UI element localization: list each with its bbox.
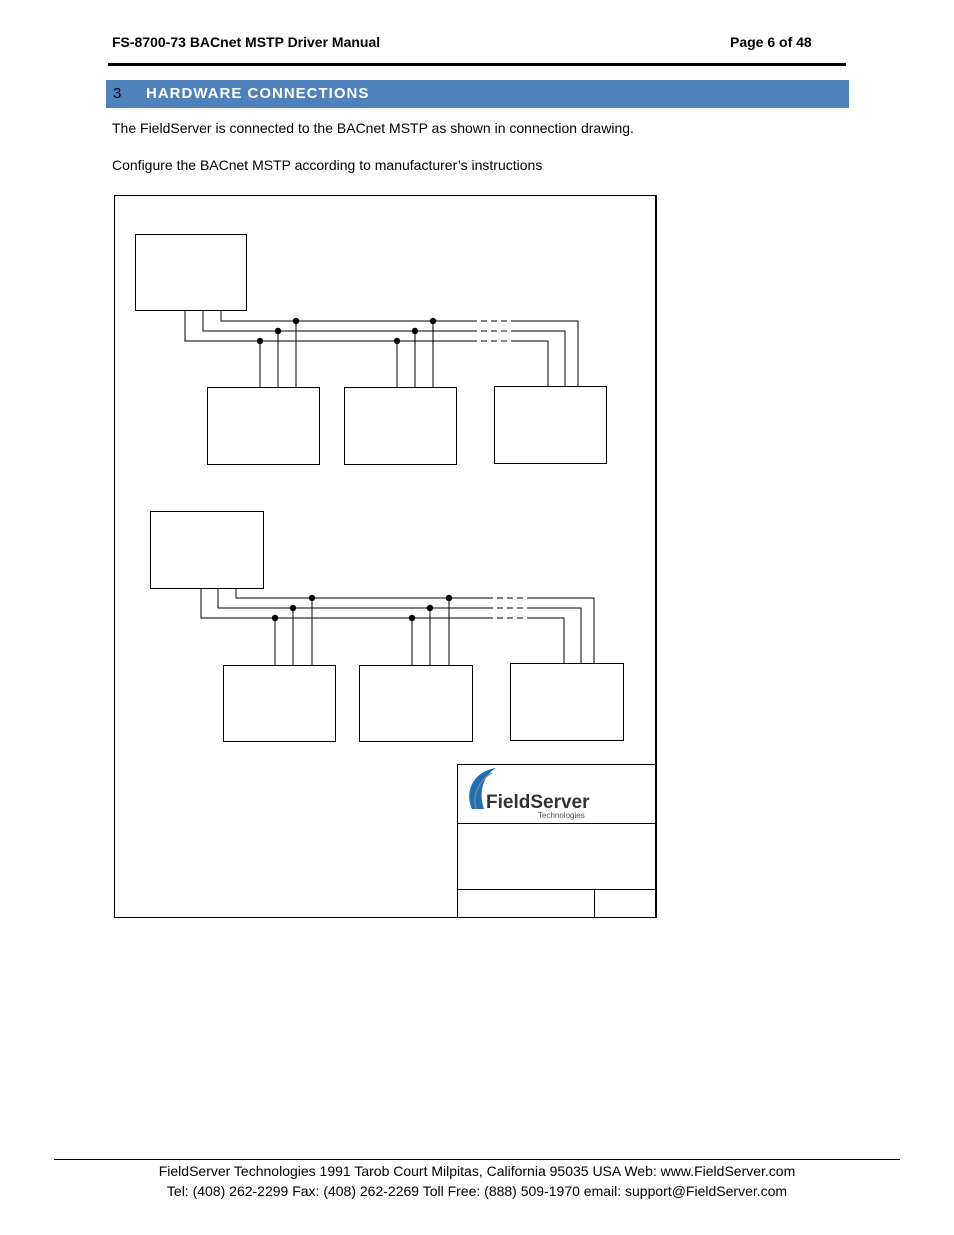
footer-address: FieldServer Technologies 1991 Tarob Court Milpitas, California 95035 USA Web: www.FieldServer.com <box>158 1163 796 1179</box>
footer-contact: Tel: (408) 262-2299 Fax: (408) 262-2269 Toll Free: (888) 509-1970 email: support@FieldServer.com <box>166 1183 788 1199</box>
section-title: HARDWARE CONNECTIONS <box>146 85 370 102</box>
section-number: 3 <box>113 85 122 102</box>
footer-rule <box>54 1159 900 1160</box>
bus-wire-upper-c <box>185 311 471 341</box>
device-box-lower-2 <box>360 666 473 742</box>
logo-text: FieldServer <box>486 792 590 813</box>
logo-subtext: Technologies <box>538 811 585 820</box>
title-block <box>457 765 656 919</box>
paragraph-configure: Configure the BACnet MSTP according to manufacturer’s instructions <box>112 157 543 173</box>
fieldserver-box-lower <box>151 512 264 589</box>
page-number: Page 6 of 48 <box>730 34 812 50</box>
section-heading-bar <box>106 80 849 108</box>
network-lower <box>151 512 624 742</box>
paragraph-connection: The FieldServer is connected to the BACnet MSTP as shown in connection drawing. <box>112 120 634 136</box>
header-rule <box>108 63 846 66</box>
device-box-upper-3 <box>495 387 607 464</box>
fieldserver-box-upper <box>136 235 247 311</box>
document-title: FS-8700-73 BACnet MSTP Driver Manual <box>112 34 381 50</box>
network-upper <box>136 235 607 465</box>
device-box-upper-1 <box>208 388 320 465</box>
device-box-lower-3 <box>511 664 624 741</box>
fieldserver-logo <box>469 768 590 820</box>
device-box-upper-2 <box>345 388 457 465</box>
bus-wire-lower-c <box>201 589 487 618</box>
device-box-lower-1 <box>224 666 336 742</box>
connection-drawing <box>114 195 660 919</box>
